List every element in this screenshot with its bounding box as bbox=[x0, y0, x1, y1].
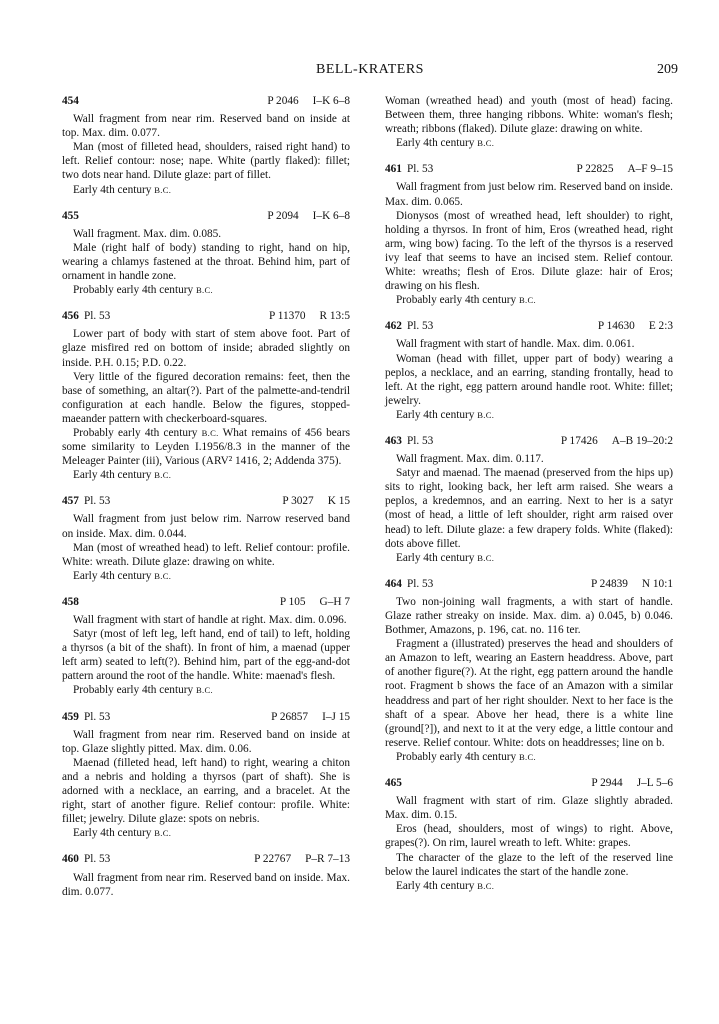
entry-heading bbox=[62, 209, 350, 223]
entry-paragraph: The character of the glaze to the left of the reserved line below the laurel indicates the start of the handle zone. bbox=[385, 851, 673, 878]
catalogue-number: 464 bbox=[385, 577, 402, 590]
grid-reference: G–H 7 bbox=[319, 595, 350, 608]
entry-paragraph: Satyr and maenad. The maenad (preserved from the hips up) sits to right, looking back, her left arm raised. She wears a peplos, a kredemnos, and an earring. Next to her is a satyr (most of head, a little of left shoulder, right arm raised over head) to left. Dilute glaze: a few drapery folds. White (flaked): dots above fillet. bbox=[385, 467, 673, 550]
era-abbreviation: B.C. bbox=[154, 470, 172, 481]
catalogue-entry bbox=[385, 577, 673, 764]
entry-heading bbox=[385, 776, 673, 790]
era-abbreviation: B.C. bbox=[154, 570, 172, 581]
inventory-number: P 17426 bbox=[560, 434, 598, 447]
entry-paragraph: Male (right half of body) standing to right, hand on hip, wearing a chlamys fastened at the throat. Behind him, part of ornament in handle zone. bbox=[62, 241, 350, 283]
grid-reference: A–F 9–15 bbox=[627, 163, 673, 176]
era-abbreviation: B.C. bbox=[477, 138, 495, 149]
entry-paragraph: Probably early 4th century B.C. bbox=[73, 284, 213, 297]
entry-paragraph: Wall fragment from just below rim. Reserved band on inside. Max. dim. 0.065. bbox=[385, 181, 673, 208]
entry-paragraph: Early 4th century B.C. bbox=[396, 408, 495, 421]
catalogue-number: 465 bbox=[385, 777, 402, 790]
entry-paragraph: Early 4th century B.C. bbox=[73, 827, 172, 840]
entry-paragraph: Very little of the figured decoration remains: feet, then the base of something, an altar(?). Part of the palmette-and-tendril configuration at each handle. Below the figures, stopped-maeander pattern with checkerboard-squares. bbox=[62, 370, 350, 425]
catalogue-entry bbox=[385, 776, 673, 893]
era-abbreviation: B.C. bbox=[477, 880, 495, 891]
entry-paragraph: Man (most of wreathed head) to left. Relief contour: profile. White: wreath. Dilute glaze: drawing on white. bbox=[62, 541, 350, 568]
page-number: 209 bbox=[657, 62, 678, 77]
catalogue-number: 459 bbox=[62, 710, 79, 723]
entry-paragraph: Wall fragment. Max. dim. 0.117. bbox=[396, 453, 544, 466]
catalogue-entry bbox=[62, 595, 350, 698]
entry-paragraph: Early 4th century B.C. bbox=[396, 137, 495, 150]
entry-paragraph: Probably early 4th century B.C. bbox=[73, 684, 213, 697]
entry-paragraph: Lower part of body with start of stem above foot. Part of glaze misfired red on bottom of inside; abraded slightly on inside. P.H. 0.15; P.D. 0.22. bbox=[62, 328, 350, 369]
entry-paragraph: Wall fragment with start of handle. Max. dim. 0.061. bbox=[396, 338, 635, 351]
entry-paragraph: Probably early 4th century B.C. bbox=[396, 750, 536, 763]
entry-paragraph: Woman (wreathed head) and youth (most of head) facing. Between them, three hanging ribbons. White: woman's flesh; wreath; ribbons (flaked). Dilute glaze: drawing on white. bbox=[385, 95, 673, 136]
catalogue-entry bbox=[62, 209, 350, 298]
entry-paragraph: Early 4th century B.C. bbox=[73, 569, 172, 582]
entry-paragraph: Maenad (filleted head, left hand) to right, wearing a chiton and a nebris and holding a thyrsos (part of shaft). She is adorned with a necklace, an earring, and a bracelet. At the right, start of another figure. Relief contour: profile. White: fillet; jewelry. Dilute glaze: spots on nebris. bbox=[62, 756, 350, 826]
catalogue-number: 457 bbox=[62, 495, 79, 508]
era-abbreviation: B.C. bbox=[154, 184, 172, 195]
era-abbreviation: B.C. bbox=[518, 751, 536, 762]
era-abbreviation: B.C. bbox=[518, 295, 536, 306]
entry-paragraph: Wall fragment from just below rim. Narrow reserved band on inside. Max. dim. 0.044. bbox=[62, 513, 350, 540]
entry-paragraph: Man (most of filleted head, shoulders, raised right hand) to left. Relief contour: nose; nape. White (partly flaked): fillet; two dots near hand. Dilute glaze: part of fillet. bbox=[62, 141, 350, 182]
entry-paragraph: Dionysos (most of wreathed head, left shoulder) to right, holding a thyrsos. In front of him, Eros (wreathed head, right arm, wing bow) facing. To the left of the thyrsos is a reserved ivy leaf that seems to have an incised stem. Relief contour. White: wreaths; flesh of Eros. Dilute glaze: hair of Eros; drawing on his flesh. bbox=[385, 209, 673, 293]
inventory-number: P 26857 bbox=[271, 710, 309, 723]
entry-paragraph: Early 4th century B.C. bbox=[396, 551, 495, 564]
grid-reference: P–R 7–13 bbox=[305, 853, 350, 866]
entry-paragraph: Early 4th century B.C. bbox=[73, 469, 172, 482]
inventory-number: P 105 bbox=[279, 595, 306, 608]
entry-paragraph: Woman (head with fillet, upper part of body) wearing a peplos, a necklace, and an earring, standing frontally, head to left. At the right, egg pattern around handle root. White: fillet; jewelry. bbox=[385, 352, 673, 407]
entry-paragraph: Early 4th century B.C. bbox=[73, 183, 172, 196]
catalogue-number: 458 bbox=[62, 595, 79, 608]
entry-heading bbox=[62, 710, 350, 724]
catalogue-number: 460 bbox=[62, 853, 79, 866]
entry-paragraph: Wall fragment from near rim. Reserved band on inside at top. Glaze slightly pitted. Max. dim. 0.06. bbox=[62, 728, 350, 755]
era-abbreviation: B.C. bbox=[195, 285, 213, 296]
inventory-number: P 2944 bbox=[591, 777, 623, 790]
catalogue-number: 463 bbox=[385, 434, 402, 447]
entry-heading bbox=[62, 94, 350, 108]
catalogue-entry bbox=[385, 434, 673, 565]
entry-paragraph: Wall fragment from near rim. Reserved band on inside at top. Max. dim. 0.077. bbox=[62, 113, 350, 140]
era-abbreviation: B.C. bbox=[154, 828, 172, 839]
entry-paragraph: Wall fragment with start of handle at right. Max. dim. 0.096. bbox=[73, 614, 347, 626]
catalogue-number: 456 bbox=[62, 310, 79, 323]
grid-reference: I–K 6–8 bbox=[312, 95, 350, 107]
plate-reference: Pl. 53 bbox=[83, 853, 111, 866]
inventory-number: P 14630 bbox=[597, 320, 635, 333]
inventory-number: P 22825 bbox=[576, 163, 614, 176]
entry-paragraph: Wall fragment. Max. dim. 0.085. bbox=[73, 227, 222, 240]
inventory-number: P 22767 bbox=[254, 853, 292, 866]
grid-reference: A–B 19–20:2 bbox=[611, 434, 673, 447]
catalogue-entry bbox=[62, 94, 350, 197]
entry-heading bbox=[385, 319, 673, 333]
entry-heading bbox=[385, 434, 673, 448]
catalogue-number: 455 bbox=[62, 209, 79, 222]
catalogue-entry bbox=[62, 309, 350, 482]
plate-reference: Pl. 53 bbox=[406, 434, 434, 447]
right-column bbox=[385, 94, 673, 905]
left-column bbox=[62, 94, 350, 911]
grid-reference: E 2:3 bbox=[648, 320, 673, 333]
catalogue-entry bbox=[62, 494, 350, 583]
entry-heading bbox=[62, 595, 350, 609]
grid-reference: K 15 bbox=[327, 495, 350, 508]
inventory-number: P 2094 bbox=[267, 209, 299, 222]
plate-reference: Pl. 53 bbox=[406, 577, 434, 590]
grid-reference: N 10:1 bbox=[641, 577, 673, 590]
grid-reference: I–J 15 bbox=[322, 710, 350, 723]
plate-reference: Pl. 53 bbox=[83, 310, 111, 323]
era-abbreviation: B.C. bbox=[477, 552, 495, 563]
running-head bbox=[62, 62, 678, 82]
catalogue-entry bbox=[62, 710, 350, 841]
era-abbreviation: B.C. bbox=[477, 409, 495, 420]
catalogue-number: 454 bbox=[62, 95, 79, 107]
entry-heading bbox=[385, 577, 673, 591]
entry-paragraph: Early 4th century B.C. bbox=[396, 879, 495, 892]
catalogue-entry bbox=[62, 852, 350, 898]
catalogue-number: 461 bbox=[385, 163, 402, 176]
plate-reference: Pl. 53 bbox=[406, 320, 434, 333]
catalogue-entry bbox=[385, 162, 673, 307]
catalogue-entry bbox=[385, 94, 673, 150]
entry-paragraph: Wall fragment from near rim. Reserved band on inside. Max. dim. 0.077. bbox=[62, 871, 350, 898]
plate-reference: Pl. 53 bbox=[406, 163, 434, 176]
grid-reference: I–K 6–8 bbox=[312, 209, 350, 222]
entry-heading bbox=[62, 852, 350, 866]
inventory-number: P 2046 bbox=[267, 95, 299, 107]
plate-reference: Pl. 53 bbox=[83, 495, 111, 508]
entry-paragraph: Eros (head, shoulders, most of wings) to right. Above, grapes(?). On rim, laurel wreath to left. White: grapes. bbox=[385, 823, 673, 850]
entry-heading bbox=[62, 494, 350, 508]
catalogue-number: 462 bbox=[385, 320, 402, 333]
era-abbreviation: B.C. bbox=[195, 685, 213, 696]
inventory-number: P 3027 bbox=[282, 495, 314, 508]
grid-reference: R 13:5 bbox=[319, 310, 350, 323]
entry-paragraph: Probably early 4th century B.C. What remains of 456 bears some similarity to Leyden I.1956/8.3 in the manner of the Meleager Painter (iii), Various (ARV² 1416, 2; Addenda 375). bbox=[62, 426, 350, 468]
running-title: BELL-KRATERS bbox=[316, 62, 424, 77]
entry-paragraph: Satyr (most of left leg, left hand, end of tail) to left, holding a thyrsos (a bit of the shaft). In front of him, a maenad (upper left arm) seated to left(?). Behind him, part of the egg-and-dot pattern around the root of the handle. White: maenad's flesh. bbox=[62, 628, 350, 683]
entry-paragraph: Fragment a (illustrated) preserves the head and shoulders of an Amazon to left, wearing an Eastern headdress. Above, part of another figure(?). At the right, egg pattern around the handle root. Fragment b shows the face of an Amazon with a similar headdress and part of her right shoulder. Next to her face is the shaft of a spear. Above her head, there is a white line (ground[?]), and next to it at the very edge, a little contour and reserve. Relief contour. White: dots on headdresses; line on b. bbox=[385, 638, 673, 749]
entry-paragraph: Two non-joining wall fragments, a with start of handle. Glaze rather streaky on inside. Max. dim. a) 0.045, b) 0.046. Bothmer, Amazons, p. 196, cat. no. 116 ter. bbox=[385, 595, 673, 637]
entry-paragraph: Probably early 4th century B.C. bbox=[396, 294, 536, 307]
entry-heading bbox=[62, 309, 350, 323]
entry-heading bbox=[385, 162, 673, 176]
entry-paragraph: Wall fragment with start of rim. Glaze slightly abraded. Max. dim. 0.15. bbox=[385, 795, 673, 822]
plate-reference: Pl. 53 bbox=[83, 710, 111, 723]
grid-reference: J–L 5–6 bbox=[636, 777, 673, 790]
era-abbreviation: B.C. bbox=[201, 427, 219, 438]
catalogue-entry bbox=[385, 319, 673, 422]
inventory-number: P 11370 bbox=[269, 310, 306, 323]
inventory-number: P 24839 bbox=[590, 577, 628, 590]
